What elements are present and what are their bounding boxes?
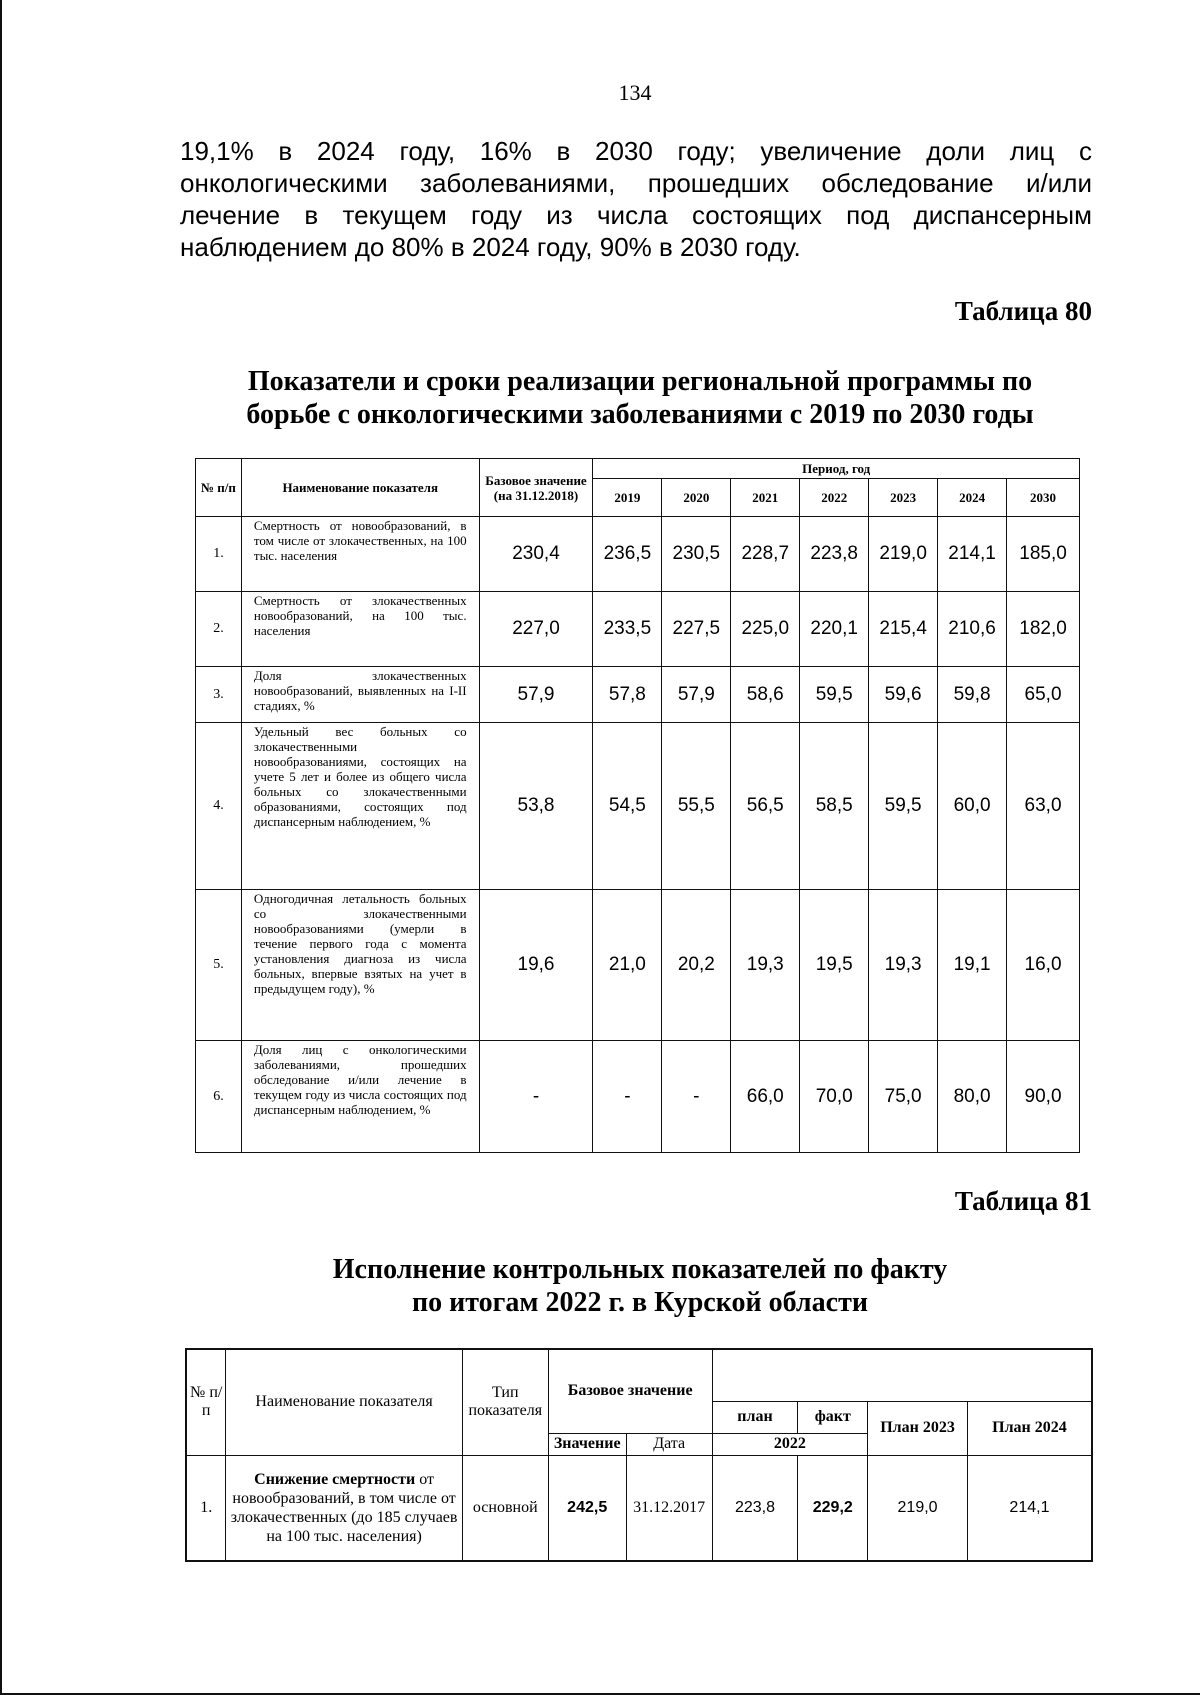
year-value: 75,0 [869, 1041, 938, 1153]
table-81-title-line1: Исполнение контрольных показателей по факту [332, 1254, 948, 1285]
year-value: 59,6 [869, 667, 938, 723]
t81-header-date: Дата [626, 1433, 712, 1455]
t81-header-plan-2023: План 2023 [868, 1401, 968, 1455]
year-value: 230,5 [662, 517, 731, 592]
year-value: 233,5 [593, 592, 662, 667]
row-index: 5. [196, 890, 242, 1041]
t81-header-base: Базовое значение [548, 1349, 712, 1433]
table-row [196, 517, 1080, 592]
table-80-title-line1: Показатели и сроки реализации региональной программы по [247, 366, 1033, 397]
t81-header-year: 2022 [712, 1433, 868, 1455]
year-value: - [593, 1041, 662, 1153]
year-value: 185,0 [1007, 517, 1080, 592]
table-row [196, 667, 1080, 723]
row-index: 6. [196, 1041, 242, 1153]
year-value: 227,5 [662, 592, 731, 667]
year-value: 59,5 [869, 723, 938, 890]
indicator-name: Доля злокачественных новообразований, выявленных на I-II стадиях, % [241, 667, 479, 723]
table-80 [195, 458, 1080, 1153]
t81-row-index: 1. [186, 1455, 226, 1561]
header-year: 2023 [869, 479, 938, 517]
year-value: 236,5 [593, 517, 662, 592]
year-value: 65,0 [1007, 667, 1080, 723]
table-80-label: Таблица 80 [954, 296, 1092, 326]
table-80-title-line2: борьбе с онкологическими заболеваниями с 2019 по 2030 годы [246, 399, 1034, 430]
table-row [196, 723, 1080, 890]
indicator-name: Смертность от новообразований, в том числе от злокачественных, на 100 тыс. населения [241, 517, 479, 592]
year-value: 54,5 [593, 723, 662, 890]
table-row [196, 890, 1080, 1041]
year-value: 215,4 [869, 592, 938, 667]
t81-plan-2024-value: 214,1 [967, 1455, 1092, 1561]
t81-base-value: 242,5 [548, 1455, 626, 1561]
year-value: 16,0 [1007, 890, 1080, 1041]
year-value: 80,0 [938, 1041, 1007, 1153]
year-value: 56,5 [731, 723, 800, 890]
base-value: 53,8 [479, 723, 593, 890]
base-value: 230,4 [479, 517, 593, 592]
base-value: 57,9 [479, 667, 593, 723]
year-value: 58,5 [800, 723, 869, 890]
year-value: 19,3 [731, 890, 800, 1041]
header-num: № п/п [196, 459, 242, 517]
intro-paragraph: 19,1% в 2024 году, 16% в 2030 году; увеличение доли лиц с онкологическими заболеваниями, прошедших обследование и/или лечение в текущем году из числа состоящих под диспансерным наблюдением до 80% в 2024 году, 90% в 2030 году. [180, 136, 1092, 262]
indicator-name: Доля лиц с онкологическими заболеваниями, прошедших обследование и/или лечение в текущем году из числа состоящих под диспансерным наблюдением, % [241, 1041, 479, 1153]
indicator-name: Смертность от злокачественных новообразований, на 100 тыс. населения [241, 592, 479, 667]
row-index: 4. [196, 723, 242, 890]
t81-plan-2023-value: 219,0 [868, 1455, 968, 1561]
table-81-label: Таблица 81 [954, 1186, 1092, 1216]
year-value: 219,0 [869, 517, 938, 592]
header-year: 2030 [1007, 479, 1080, 517]
year-value: 19,5 [800, 890, 869, 1041]
t81-header-name: Наименование показателя [226, 1349, 462, 1455]
t81-header-type: Тип показателя [462, 1349, 548, 1455]
t81-indicator-name [226, 1455, 462, 1561]
year-value: 63,0 [1007, 723, 1080, 890]
year-value: 220,1 [800, 592, 869, 667]
header-period: Период, год [593, 459, 1080, 479]
header-year: 2022 [800, 479, 869, 517]
year-value: 20,2 [662, 890, 731, 1041]
year-value: 223,8 [800, 517, 869, 592]
header-name: Наименование показателя [241, 459, 479, 517]
year-value: 225,0 [731, 592, 800, 667]
row-index: 3. [196, 667, 242, 723]
t81-indicator-name-bold: Снижение смертности [254, 1470, 416, 1488]
year-value: 19,1 [938, 890, 1007, 1041]
header-year: 2019 [593, 479, 662, 517]
year-value: 66,0 [731, 1041, 800, 1153]
t81-header-value: Значение [548, 1433, 626, 1455]
page-border-left [0, 0, 2, 1695]
t81-header-plan-2024: План 2024 [967, 1401, 1092, 1455]
header-year: 2021 [731, 479, 800, 517]
table-80-title [180, 365, 1100, 431]
table-81-title [180, 1253, 1100, 1319]
year-value: 210,6 [938, 592, 1007, 667]
header-year: 2020 [662, 479, 731, 517]
table-row [186, 1455, 1092, 1561]
table-row [196, 592, 1080, 667]
year-value: 182,0 [1007, 592, 1080, 667]
table-row [196, 1041, 1080, 1153]
year-value: 57,9 [662, 667, 731, 723]
year-value: 59,8 [938, 667, 1007, 723]
year-value: 214,1 [938, 517, 1007, 592]
year-value: 58,6 [731, 667, 800, 723]
row-index: 2. [196, 592, 242, 667]
base-value: 227,0 [479, 592, 593, 667]
year-value: 60,0 [938, 723, 1007, 890]
year-value: 90,0 [1007, 1041, 1080, 1153]
base-value: 19,6 [479, 890, 593, 1041]
page-number: 134 [618, 80, 652, 105]
table-81 [185, 1348, 1093, 1562]
indicator-name: Удельный вес больных со злокачественными новообразованиями, состоящих на учете 5 лет и более из общего числа больных со злокачественными образованиями, состоящих под диспансерным наблюдением, % [241, 723, 479, 890]
year-value: 70,0 [800, 1041, 869, 1153]
year-value: - [662, 1041, 731, 1153]
year-value: 228,7 [731, 517, 800, 592]
year-value: 59,5 [800, 667, 869, 723]
header-base: Базовое значение (на 31.12.2018) [479, 459, 593, 517]
t81-header-fact: факт [798, 1401, 868, 1433]
t81-header-num: № п/п [186, 1349, 226, 1455]
t81-fact-value: 229,2 [798, 1455, 868, 1561]
indicator-name: Одногодичная летальность больных со злокачественными новообразованиями (умерли в течение первого года с момента установления диагноза из числа больных, впервые взятых на учет в предыдущем году), % [241, 890, 479, 1041]
t81-indicator-name-rest: от новообразований, в том числе от злокачественных (до 185 случаев на 100 тыс. населения) [230, 1470, 458, 1545]
t81-plan-value: 223,8 [712, 1455, 798, 1561]
base-value: - [479, 1041, 593, 1153]
table-81-title-line2: по итогам 2022 г. в Курской области [412, 1287, 868, 1318]
row-index: 1. [196, 517, 242, 592]
t81-header-plan: план [712, 1401, 798, 1433]
t81-base-date: 31.12.2017 [626, 1455, 712, 1561]
t81-header-empty [712, 1349, 1092, 1401]
header-year: 2024 [938, 479, 1007, 517]
year-value: 19,3 [869, 890, 938, 1041]
year-value: 21,0 [593, 890, 662, 1041]
year-value: 55,5 [662, 723, 731, 890]
t81-type: основной [462, 1455, 548, 1561]
year-value: 57,8 [593, 667, 662, 723]
